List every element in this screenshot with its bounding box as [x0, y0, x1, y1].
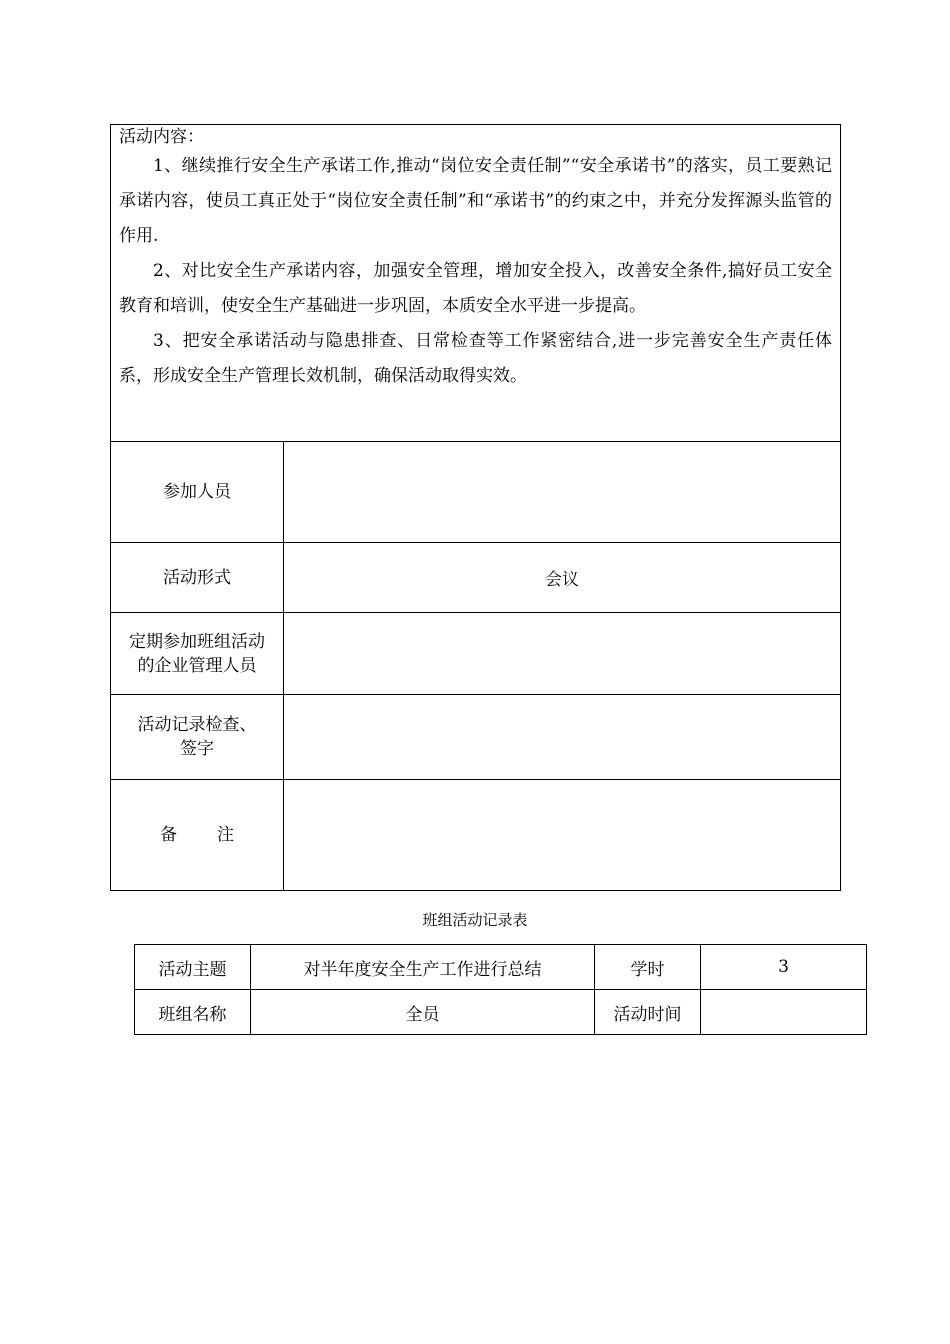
remarks-row: [111, 780, 841, 891]
activity-form-row: [111, 543, 841, 613]
activity-detail-table: [110, 124, 841, 891]
time-label: 活动时间: [595, 990, 701, 1035]
record-table-caption: 班组活动记录表: [422, 911, 528, 929]
remarks-label: [111, 780, 284, 891]
record-check-row: [111, 695, 841, 780]
management-row: [111, 613, 841, 695]
team-value: 全员: [251, 990, 595, 1035]
activity-content-paragraph-2: 2、对比安全生产承诺内容，加强安全管理，增加安全投入，改善安全条件,搞好员工安全教育和培训，使安全生产基础进一步巩固，本质安全水平进一步提高。: [119, 261, 832, 316]
participants-value: [284, 442, 841, 543]
hours-value: 3: [701, 945, 867, 990]
management-label-line-2: 的企业管理人员: [137, 655, 257, 676]
activity-content-cell: [111, 125, 841, 442]
record-check-label: [111, 695, 284, 780]
time-value: [701, 990, 867, 1035]
activity-form-value: 会议: [284, 543, 841, 613]
remarks-label-part-2: 注: [217, 825, 234, 845]
record-row-topic: [135, 945, 867, 990]
participants-row: [111, 442, 841, 543]
record-row-team: [135, 990, 867, 1035]
topic-label: 活动主题: [135, 945, 251, 990]
activity-content-heading: 活动内容：: [119, 127, 204, 147]
record-check-value: [284, 695, 841, 780]
management-value: [284, 613, 841, 695]
activity-content-paragraph-1: 1、继续推行安全生产承诺工作,推动“岗位安全责任制”“安全承诺书”的落实，员工要熟记承诺内容，使员工真正处于“岗位安全责任制”和“承诺书”的约束之中，并充分发挥源头监管的作用.: [119, 156, 832, 246]
topic-value: 对半年度安全生产工作进行总结: [251, 945, 595, 990]
management-label: [111, 613, 284, 695]
record-check-label-line-1: 活动记录检查、: [137, 715, 257, 735]
record-check-label-line-2: 签字: [180, 739, 214, 759]
team-label: 班组名称: [135, 990, 251, 1035]
remarks-label-part-1: 备: [160, 825, 177, 845]
activity-content-paragraph-3: 3、把安全承诺活动与隐患排查、日常检查等工作紧密结合,进一步完善安全生产责任体系，形成安全生产管理长效机制，确保活动取得实效。: [119, 331, 832, 386]
activity-record-table: [134, 944, 867, 1035]
remarks-value: [284, 780, 841, 891]
participants-label: 参加人员: [111, 442, 284, 543]
activity-form-label: 活动形式: [111, 543, 284, 613]
management-label-line-1: 定期参加班组活动: [129, 631, 265, 652]
hours-label: 学时: [595, 945, 701, 990]
